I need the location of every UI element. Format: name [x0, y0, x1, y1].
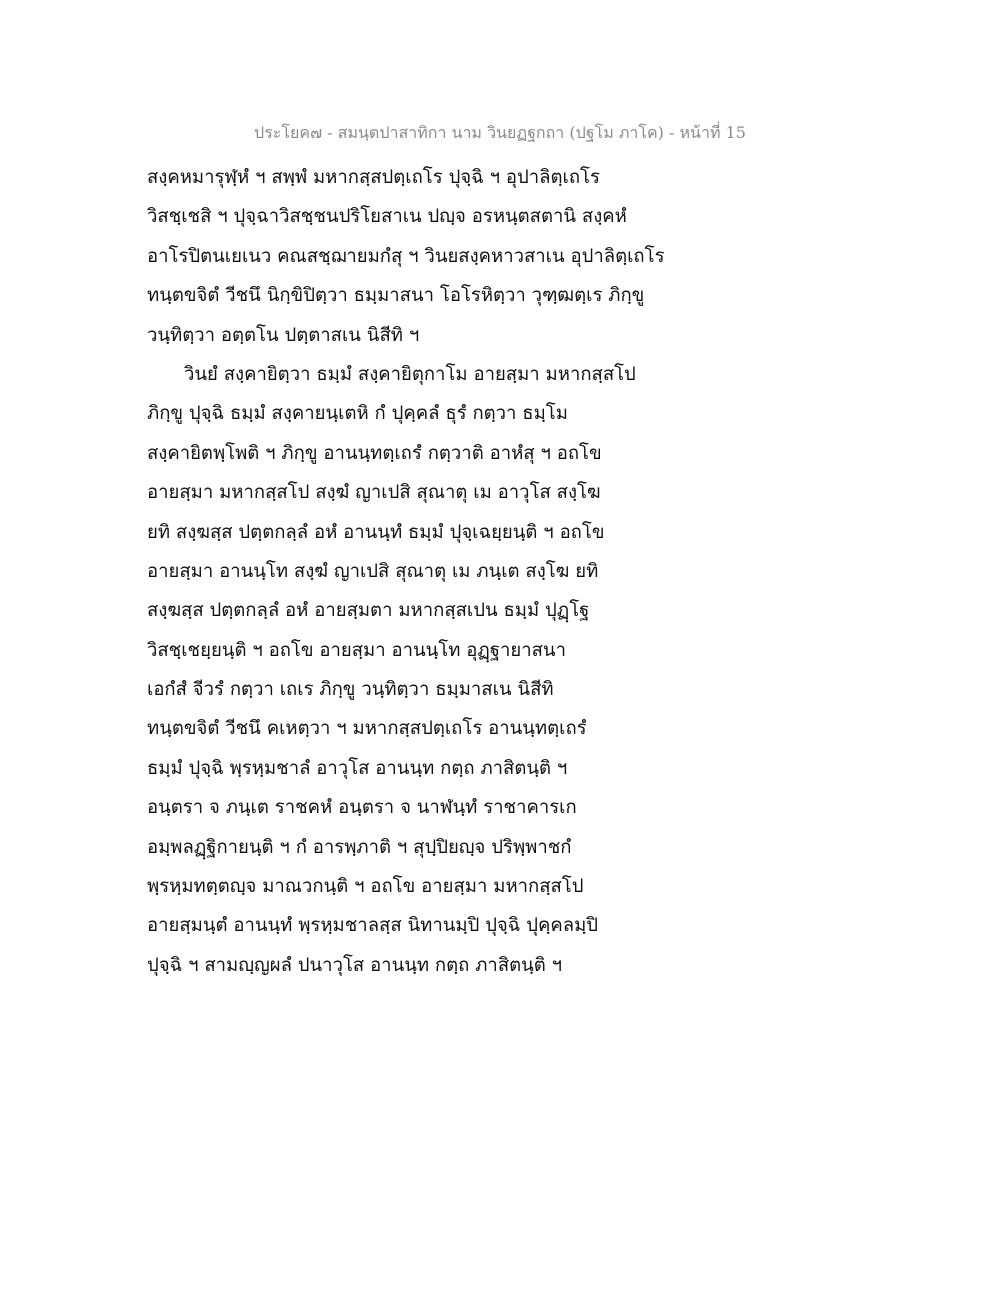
paragraph-2 — [147, 355, 707, 985]
text-line: พฺรหฺมทตฺตญฺจ มาณวกนฺติ ฯ อถโข อายสฺมา มหากสฺสโป — [147, 876, 584, 898]
text-line: สงฺคหมารุฬฺหํ ฯ สพฺพํ มหากสฺสปตฺเถโร ปุจฺฉิ ฯ อุปาลิตฺเถโร — [147, 167, 600, 188]
text-line: อนฺตรา จ ภนฺเต ราชคหํ อนฺตรา จ นาฬนฺทํ ราชาคารเก — [147, 797, 577, 819]
text-line: ยทิ สงฺฆสฺส ปตฺตกลฺลํ อหํ อานนฺทํ ธมฺมํ ปุจฺเฉยฺยนฺติ ฯ อถโข — [147, 521, 605, 543]
text-line: เอกํสํ จีวรํ กตฺวา เถเร ภิกฺขู วนฺทิตฺวา ธมฺมาสเน นิสีทิ — [147, 679, 554, 701]
text-line: สงฺฆสฺส ปตฺตกลฺลํ อหํ อายสฺมตา มหากสฺสเปน ธมฺมํ ปุฏฺโฐ — [147, 600, 590, 622]
text-line: ทนฺตขจิตํ วีชนึ คเหตฺวา ฯ มหากสฺสปตฺเถโร อานนฺทตฺเถรํ — [147, 718, 587, 740]
text-line: ทนฺตขจิตํ วีชนึ นิกฺขิปิตฺวา ธมฺมาสนา โอโรหิตฺวา วุฑฺฒตฺเร ภิกฺขู — [147, 285, 645, 307]
text-line: อายสฺมนฺตํ อานนฺทํ พฺรหฺมชาลสฺส นิทานมฺปิ ปุจฺฉิ ปุคฺคลมฺปิ — [147, 915, 599, 937]
text-line: สงฺคายิตพฺโพติ ฯ ภิกฺขู อานนฺทตฺเถรํ กตฺวาติ อาหํสุ ฯ อถโข — [147, 442, 602, 464]
text-line: อายสฺมา มหากสฺสโป สงฺฆํ ญาเปสิ สุณาตุ เม อาวุโส สงฺโฆ — [147, 482, 601, 504]
paragraph-1 — [147, 158, 707, 355]
text-line: วิสชฺเชยฺยนฺติ ฯ อถโข อายสฺมา อานนฺโท อุฏฺฐายาสนา — [147, 639, 566, 661]
text-line: อายสฺมา อานนฺโท สงฺฆํ ญาเปสิ สุณาตุ เม ภนฺเต สงฺโฆ ยทิ — [147, 560, 599, 582]
text-line: วิสชฺเชสิ ฯ ปุจฺฉาวิสชฺชนปริโยสาเน ปญฺจ อรหนฺตสตานิ สงฺคหํ — [147, 206, 627, 228]
text-line: วนฺทิตฺวา อตฺตโน ปตฺตาสเน นิสีทิ ฯ — [147, 324, 420, 346]
text-line: อาโรปิตนเยเนว คณสชฺฌายมกํสุ ฯ วินยสงฺคหาวสาเน อุปาลิตฺเถโร — [147, 245, 665, 267]
text-line: วินยํ สงฺคายิตฺวา ธมฺมํ สงฺคายิตุกาโม อายสฺมา มหากสฺสโป — [184, 363, 636, 385]
body-text — [147, 158, 707, 985]
running-header: ประโยค๗ - สมนฺตปาสาทิกา นาม วินยฏฐกถา (ปฐโม ภาโค) - หน้าที่ 15 — [254, 123, 746, 142]
text-line: ปุจฺฉิ ฯ สามญฺญผลํ ปนาวุโส อานนฺท กตฺถ ภาสิตนฺติ ฯ — [147, 954, 563, 976]
text-line: ธมฺมํ ปุจฺฉิ พฺรหฺมชาลํ อาวุโส อานนฺท กตฺถ ภาสิตนฺติ ฯ — [147, 757, 568, 779]
text-line: อมฺพลฏฺฐิกายนฺติ ฯ กํ อารพฺภาติ ฯ สุปฺปิยญฺจ ปริพฺพาชกํ — [147, 836, 572, 858]
text-line: ภิกฺขู ปุจฺฉิ ธมฺมํ สงฺคายนฺเตหิ กํ ปุคฺคลํ ธุรํ กตฺวา ธมฺโม — [147, 403, 568, 425]
